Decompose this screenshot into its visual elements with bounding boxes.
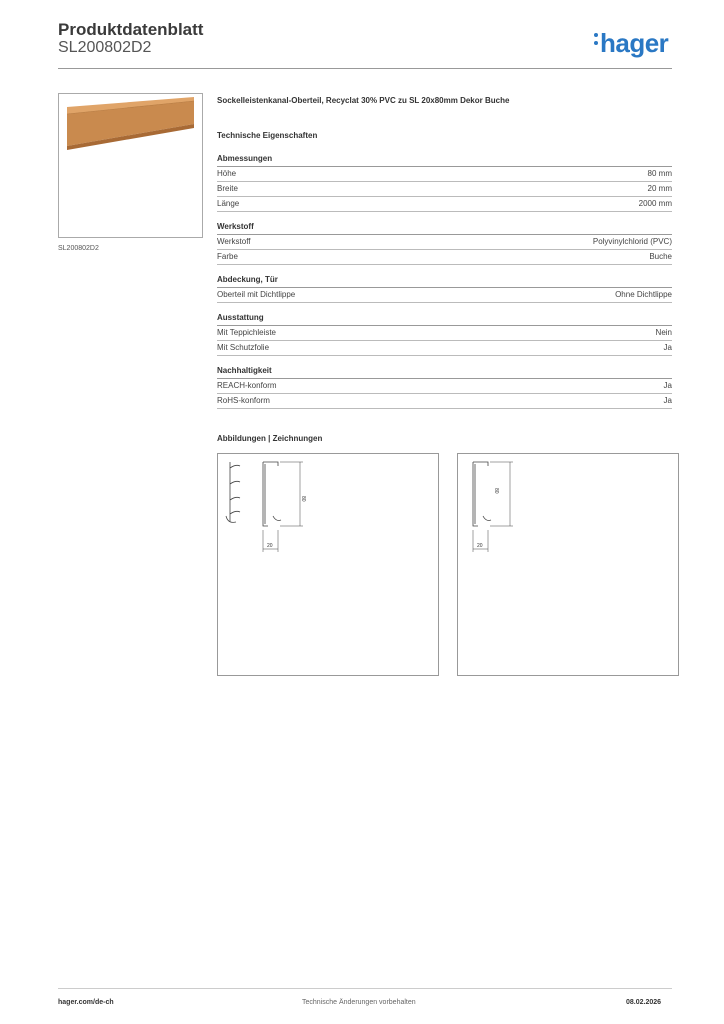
spec-label: Mit Schutzfolie [217, 343, 270, 352]
footer-disclaimer: Technische Änderungen vorbehalten [302, 999, 416, 1006]
footer-divider [58, 988, 672, 989]
section-material [217, 222, 672, 265]
spec-value: Nein [655, 328, 672, 337]
spec-value: 80 mm [647, 169, 672, 178]
drawings-heading: Abbildungen | Zeichnungen [217, 434, 323, 443]
spec-label: Breite [217, 184, 238, 193]
section-equipment [217, 313, 672, 356]
spec-label: Oberteil mit Dichtlippe [217, 290, 296, 299]
spec-value: 2000 mm [638, 199, 672, 208]
dim-height-label: 80 [300, 496, 306, 502]
spec-row [217, 288, 672, 303]
spec-value: 20 mm [647, 184, 672, 193]
hager-logo[interactable] [594, 28, 668, 59]
dim-width-label: 20 [267, 543, 273, 549]
product-image [58, 93, 203, 238]
logo-text: hager [600, 28, 669, 58]
spec-row [217, 250, 672, 265]
product-details [217, 96, 672, 419]
drawing-assembly [217, 453, 439, 676]
spec-value: Polyvinylchlorid (PVC) [592, 237, 672, 246]
spec-value: Buche [649, 252, 672, 261]
spec-label: RoHS-konform [217, 396, 270, 405]
skirting-duct-picture [59, 94, 202, 237]
spec-label: Farbe [217, 252, 238, 261]
profile-drawing [458, 454, 678, 675]
spec-row [217, 341, 672, 356]
spec-label: Länge [217, 199, 240, 208]
section-title: Ausstattung [217, 313, 672, 326]
section-title: Nachhaltigkeit [217, 366, 672, 379]
section-title: Abdeckung, Tür [217, 275, 672, 288]
footer-website-link[interactable]: hager.com/de-ch [58, 999, 114, 1006]
product-image-caption: SL200802D2 [58, 245, 99, 252]
dim-width-label: 20 [477, 543, 483, 549]
header-divider [58, 68, 672, 69]
section-dimensions [217, 154, 672, 212]
logo-dots-icon [594, 28, 598, 45]
spec-label: Höhe [217, 169, 237, 178]
spec-value: Ja [663, 381, 672, 390]
spec-value: Ohne Dichtlippe [615, 290, 672, 299]
spec-row [217, 235, 672, 250]
spec-label: REACH-konform [217, 381, 277, 390]
spec-label: Mit Teppichleiste [217, 328, 276, 337]
spec-row [217, 394, 672, 409]
spec-value: Ja [663, 343, 672, 352]
spec-row [217, 326, 672, 341]
doc-subtitle: SL200802D2 [58, 39, 152, 56]
section-sustainability [217, 366, 672, 409]
footer-date: 08.02.2026 [626, 999, 662, 1006]
spec-row [217, 379, 672, 394]
dim-height-label: 80 [493, 488, 499, 494]
drawing-profile [457, 453, 679, 676]
section-title: Abmessungen [217, 154, 672, 167]
section-cover [217, 275, 672, 303]
tech-heading: Technische Eigenschaften [217, 131, 318, 140]
doc-title: Produktdatenblatt [58, 20, 204, 39]
spec-row [217, 167, 672, 182]
spec-row [217, 182, 672, 197]
spec-label: Werkstoff [217, 237, 251, 246]
spec-value: Ja [663, 396, 672, 405]
assembly-drawing [218, 454, 438, 675]
product-description: Sockelleistenkanal-Oberteil, Recyclat 30% PVC zu SL 20x80mm Dekor Buche [217, 96, 510, 105]
spec-row [217, 197, 672, 212]
section-title: Werkstoff [217, 222, 672, 235]
